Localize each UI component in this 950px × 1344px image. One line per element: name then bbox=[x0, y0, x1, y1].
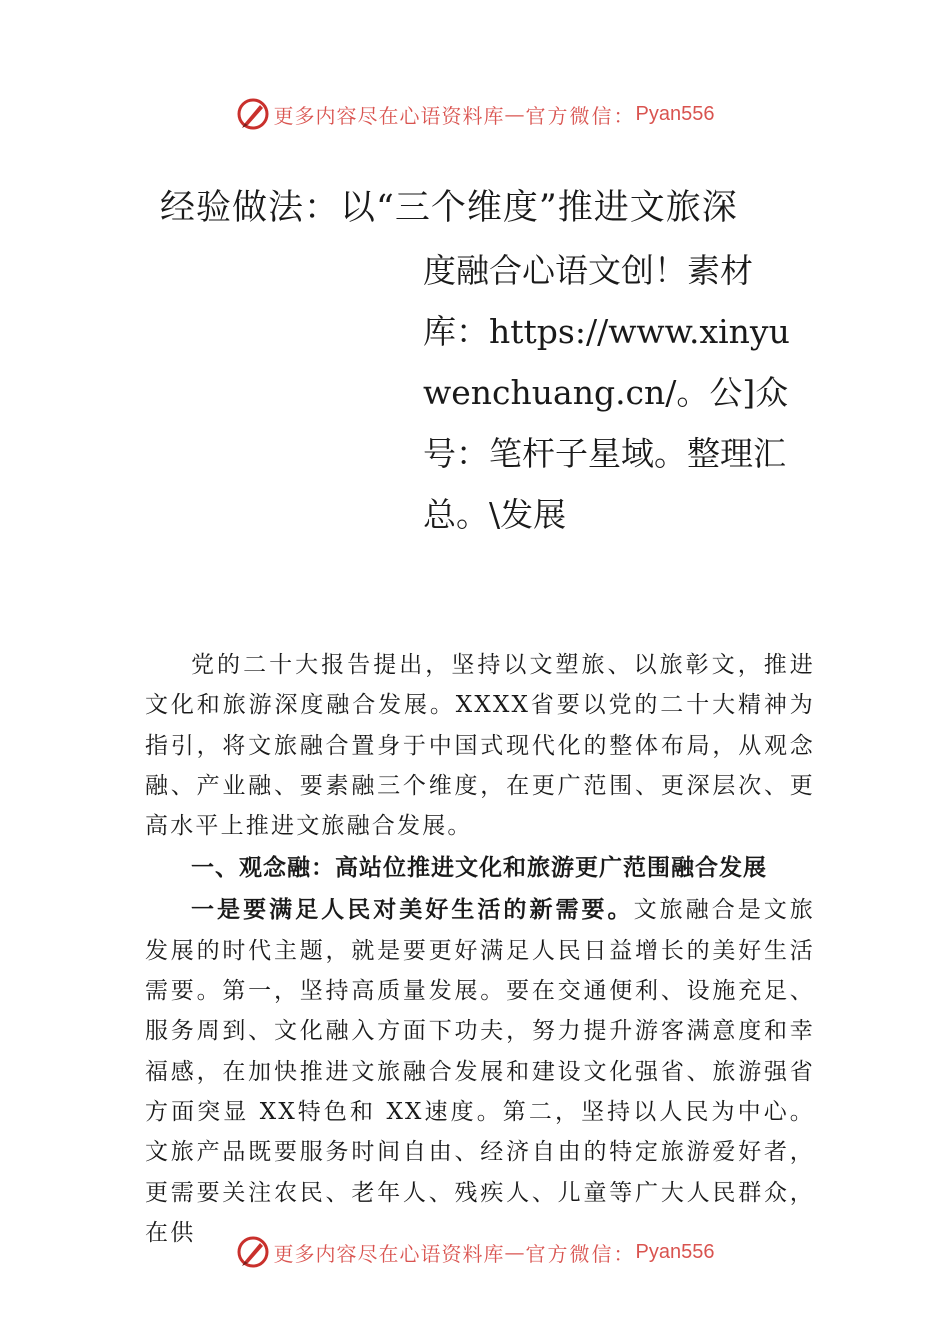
banner-dash: — bbox=[504, 102, 526, 126]
banner-wechat-label: 官方微信： bbox=[525, 103, 636, 128]
banner-dash: — bbox=[504, 1240, 526, 1264]
paragraph-1 bbox=[145, 890, 815, 1253]
quill-pen-logo-icon bbox=[236, 97, 270, 131]
section-heading: 一、观念融：高站位推进文化和旅游更广范围融合发展 bbox=[191, 855, 767, 882]
document-body bbox=[145, 645, 815, 1253]
paragraph-text: 文旅融合是文旅发展的时代主题，就是要更好满足人民日益增长的美好生活需要。第一，坚持高质量发展。要在交通便利、设施充足、 服务周到、文化融入方面下功夫，努力提升游客满意度和幸福感，在加快推进文旅融合发展和建设文化强省、旅游强省方面突显 XX特色和 XX速度。第二，坚持以人民为中心。文旅产品既要服务时间自由、经济自由的特定旅游爱好者， 更需要关注农民、老年人、残疾人、儿童等广大人民群众， 在供 bbox=[145, 897, 815, 1246]
quill-pen-logo-icon bbox=[236, 1235, 270, 1269]
document-title-line1: 经验做法：以“三个维度”推进文旅深 bbox=[160, 188, 738, 228]
banner-text: 更多内容尽在心语资料库 bbox=[273, 103, 505, 128]
banner-wechat-id: Pyan556 bbox=[635, 1240, 715, 1263]
banner-wechat-label: 官方微信： bbox=[525, 1241, 636, 1266]
banner-text: 更多内容尽在心语资料库 bbox=[273, 1241, 505, 1266]
paragraph-lead: 一是要满足人民对美好生活的新需要。 bbox=[191, 896, 634, 924]
header-banner bbox=[0, 94, 950, 134]
intro-paragraph: 党的二十大报告提出，坚持以文塑旅、以旅彰文，推进文化和旅游深度融合发展。XXXX省要以党的二十大精神为指引，将文旅融合置身于中国式现代化的整体布局，从观念融、产业融、要素融三个维度，在更广范围、更深层次、更高水平上推进文旅融合发展。 bbox=[145, 652, 815, 840]
footer-banner bbox=[0, 1232, 950, 1272]
banner-wechat-id: Pyan556 bbox=[635, 102, 715, 125]
document-title-rest: 度融合心语文创！素材库：https://www.xinyuwenchuang.cn/。公]众号：笔杆子星域。整理汇总。\发展 bbox=[423, 251, 790, 534]
